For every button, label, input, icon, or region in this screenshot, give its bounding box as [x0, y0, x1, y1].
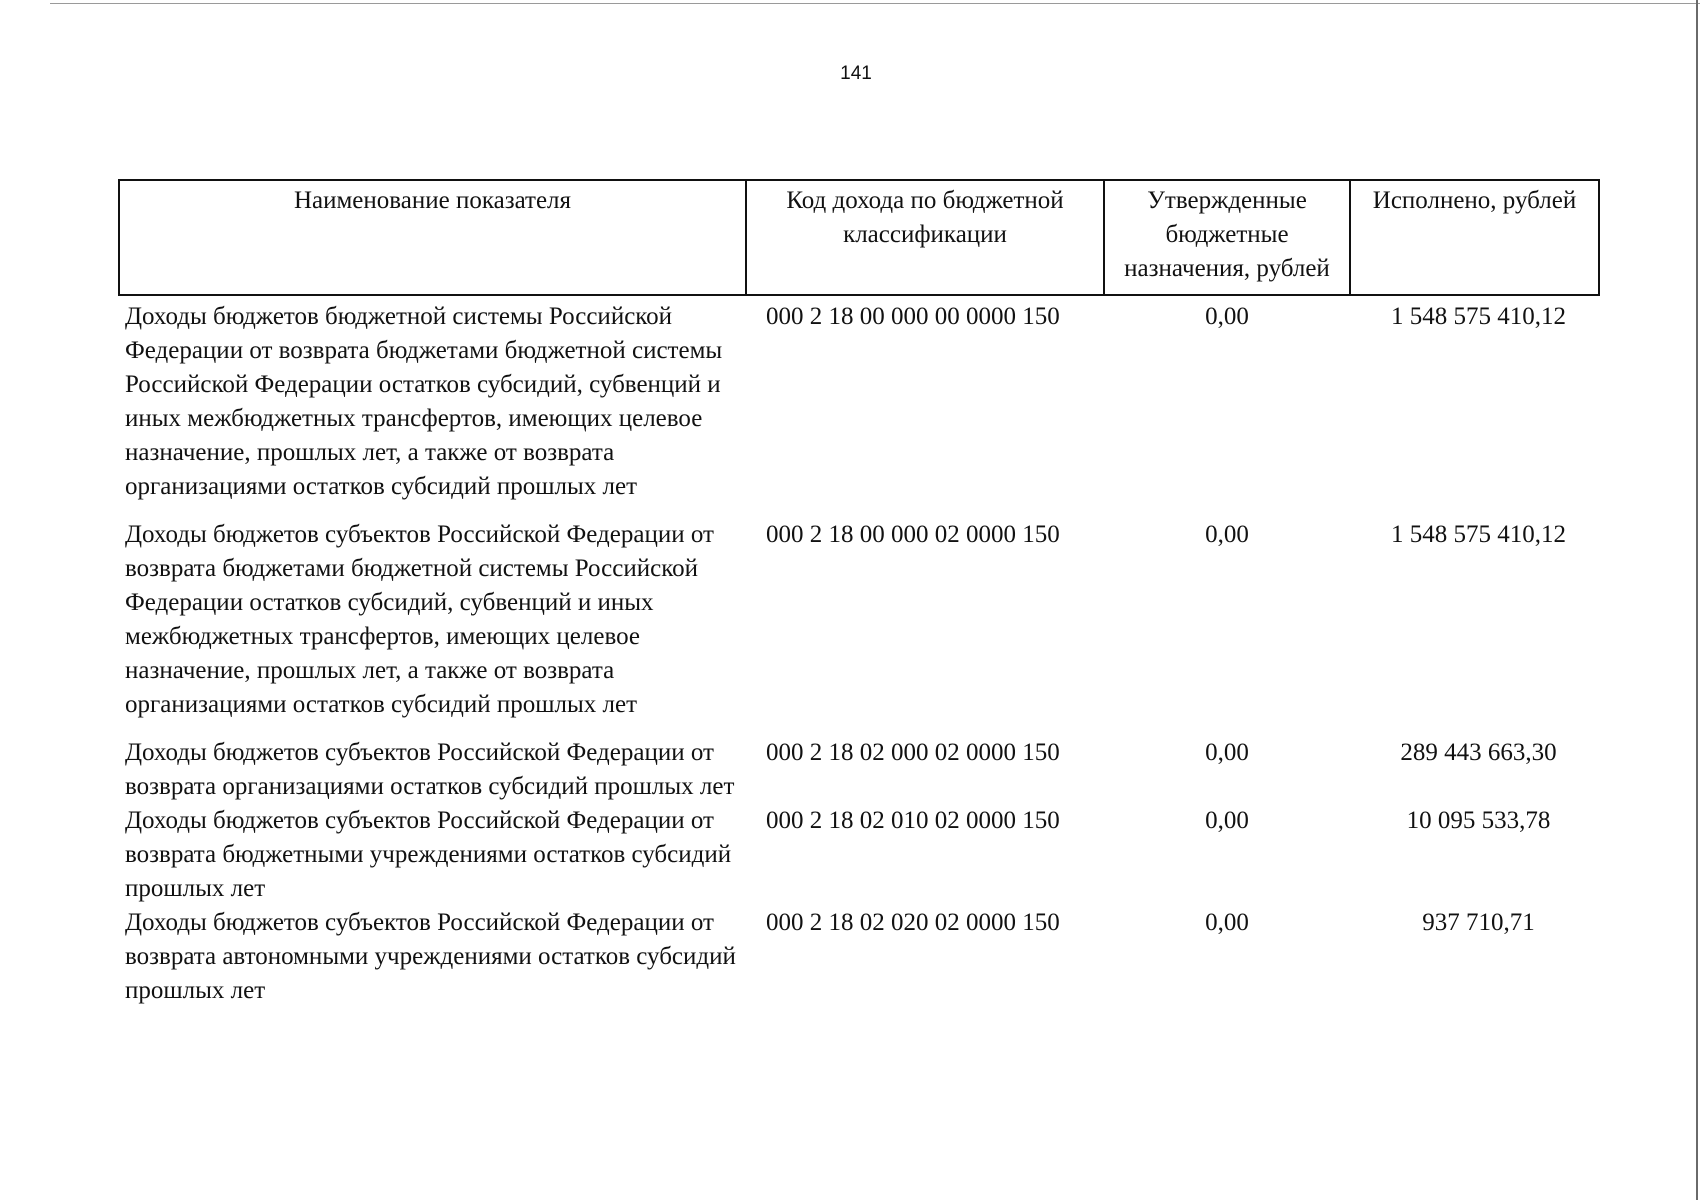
executed-amount: 10 095 533,78 — [1406, 807, 1551, 834]
header-indicator-name: Наименование показателя — [119, 180, 746, 295]
table-row — [119, 518, 1599, 736]
table-row — [119, 295, 1599, 518]
header-approved-budget: Утвержденные бюджетные назначения, рублей — [1104, 180, 1350, 295]
header-income-code: Код дохода по бюджетной классификации — [746, 180, 1104, 295]
header-row — [119, 180, 1599, 295]
income-code: 000 2 18 02 020 02 0000 150 — [766, 909, 1060, 936]
indicator-name: Доходы бюджетов бюджетной системы Российской Федерации от возврата бюджетами бюджетной системы Российской Федерации остатков субсидий, субвенций и иных межбюджетных трансфертов, имеющих целевое назначение, прошлых лет, а также от возврата организациями остатков субсидий прошлых лет — [125, 303, 723, 500]
scan-edge-top — [50, 3, 1700, 4]
income-code: 000 2 18 00 000 02 0000 150 — [766, 521, 1060, 548]
table-body — [119, 295, 1599, 1008]
income-code: 000 2 18 02 000 02 0000 150 — [766, 739, 1060, 766]
approved-amount: 0,00 — [1205, 909, 1249, 936]
approved-amount: 0,00 — [1205, 739, 1249, 766]
income-code: 000 2 18 00 000 00 0000 150 — [766, 303, 1060, 330]
indicator-name: Доходы бюджетов субъектов Российской Федерации от возврата автономными учреждениями остатков субсидий прошлых лет — [125, 909, 736, 1004]
scan-edge-right — [1696, 0, 1698, 1200]
table-header — [119, 180, 1599, 295]
revenue-table — [118, 179, 1600, 1008]
table-row — [119, 804, 1599, 906]
table-row — [119, 906, 1599, 1008]
income-code: 000 2 18 02 010 02 0000 150 — [766, 807, 1060, 834]
executed-amount: 937 710,71 — [1422, 909, 1535, 936]
approved-amount: 0,00 — [1205, 521, 1249, 548]
table-row — [119, 736, 1599, 804]
indicator-name: Доходы бюджетов субъектов Российской Федерации от возврата бюджетными учреждениями остатков субсидий прошлых лет — [125, 807, 732, 902]
indicator-name: Доходы бюджетов субъектов Российской Федерации от возврата бюджетами бюджетной системы Российской Федерации остатков субсидий, субвенций и иных межбюджетных трансфертов, имеющих целевое назначение, прошлых лет, а также от возврата организациями остатков субсидий прошлых лет — [125, 521, 714, 718]
executed-amount: 1 548 575 410,12 — [1391, 303, 1566, 330]
executed-amount: 289 443 663,30 — [1400, 739, 1557, 766]
approved-amount: 0,00 — [1205, 807, 1249, 834]
approved-amount: 0,00 — [1205, 303, 1249, 330]
indicator-name: Доходы бюджетов субъектов Российской Федерации от возврата организациями остатков субсидий прошлых лет — [125, 739, 735, 800]
page-number: 141 — [840, 63, 872, 84]
header-executed: Исполнено, рублей — [1350, 180, 1599, 295]
executed-amount: 1 548 575 410,12 — [1391, 521, 1566, 548]
